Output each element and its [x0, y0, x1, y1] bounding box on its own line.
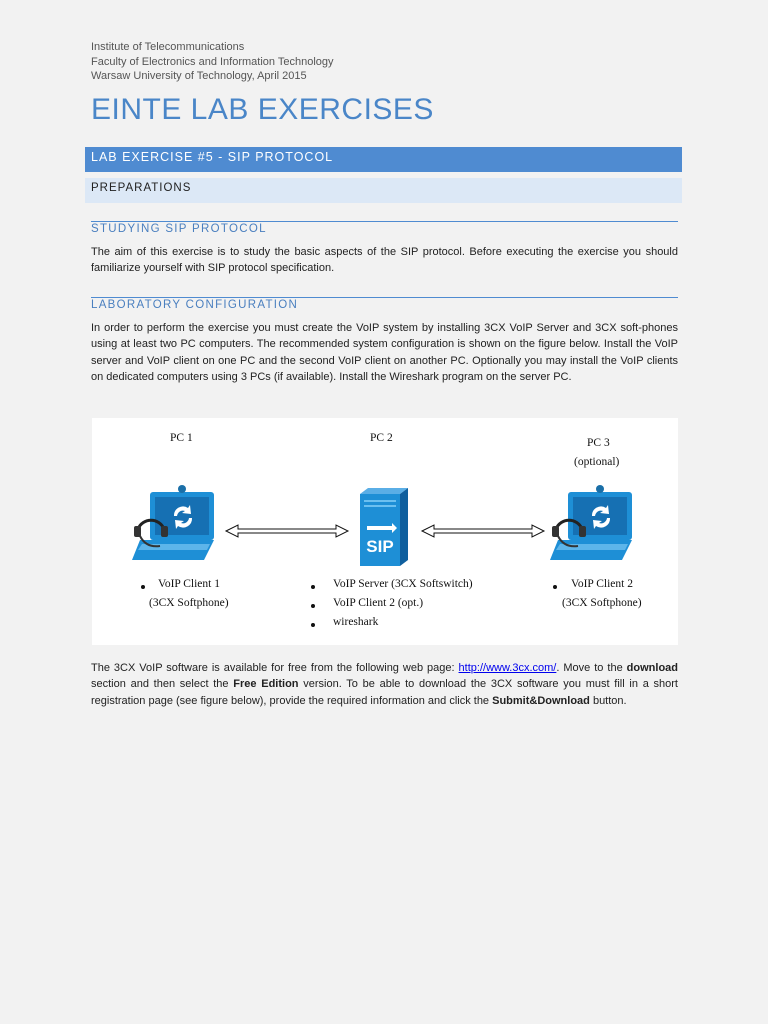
- bullet-icon: [141, 585, 145, 589]
- pc3-item-voip-client: VoIP Client 2: [571, 578, 633, 590]
- pc2-label: PC 2: [370, 432, 393, 444]
- pc3-label: PC 3: [587, 437, 610, 449]
- system-configuration-figure: [92, 418, 678, 645]
- pc1-label: PC 1: [170, 432, 193, 444]
- laptop-pc3-icon: [548, 484, 638, 564]
- section-heading-studying: STUDYING SIP PROTOCOL: [91, 221, 678, 235]
- studying-paragraph: The aim of this exercise is to study the basic aspects of the SIP protocol. Before executing the exercise you should familiarize yourself with SIP protocol specification.: [91, 246, 678, 275]
- 3cx-link[interactable]: http://www.3cx.com/: [458, 662, 557, 674]
- lab-config-paragraph: In order to perform the exercise you must create the VoIP system by installing 3CX VoIP Server and 3CX soft-phones using at least two PC computers. The recommended system configuration is shown on the figure below. Install the VoIP server and VoIP client on one PC and the second VoIP client on another PC. Optionally you may install the VoIP clients on dedicated computers using 3 PCs (if available). Install the Wireshark program on the server PC.: [91, 322, 678, 383]
- page-title: EINTE LAB EXERCISES: [91, 92, 434, 126]
- bullet-icon: [311, 604, 315, 608]
- bullet-icon: [311, 623, 315, 627]
- download-text: version. To be able to download the 3CX software you must fill in a short registration page (see figure below), provide the required information and click the: [91, 678, 678, 707]
- bullet-icon: [553, 585, 557, 589]
- free-edition-bold: Free Edition: [233, 678, 299, 691]
- pc3-item-softphone: (3CX Softphone): [562, 597, 642, 609]
- submit-download-bold: Submit&Download: [492, 694, 590, 707]
- pc2-item-wireshark: wireshark: [333, 616, 379, 628]
- download-bold: download: [626, 662, 678, 674]
- sip-server-icon: [356, 488, 412, 568]
- double-arrow-1-icon: [224, 524, 350, 538]
- pc2-item-voip-server: VoIP Server (3CX Softswitch): [333, 578, 473, 590]
- preparations-bar: PREPARATIONS: [85, 178, 682, 203]
- download-text: button.: [589, 694, 627, 707]
- download-text: The 3CX VoIP software is available for free from the following web page:: [91, 662, 459, 674]
- faculty-line: Faculty of Electronics and Information Technology: [91, 55, 334, 68]
- section-heading-lab-config: LABORATORY CONFIGURATION: [91, 297, 678, 311]
- download-text: . Move to the: [556, 662, 627, 674]
- download-text: section and then select the: [91, 678, 234, 691]
- pc1-item-voip-client: VoIP Client 1: [158, 578, 220, 590]
- double-arrow-2-icon: [420, 524, 546, 538]
- pc3-optional-label: (optional): [574, 456, 620, 468]
- laptop-pc1-icon: [130, 484, 220, 564]
- institute-line: Institute of Telecommunications: [91, 41, 245, 53]
- pc1-item-softphone: (3CX Softphone): [149, 597, 229, 609]
- download-paragraph: [91, 660, 678, 709]
- exercise-title-bar: LAB EXERCISE #5 - SIP PROTOCOL: [85, 147, 682, 172]
- pc2-item-voip-client: VoIP Client 2 (opt.): [333, 597, 424, 609]
- bullet-icon: [311, 585, 315, 589]
- server-sip-text: SIP: [366, 537, 394, 556]
- university-line: Warsaw University of Technology, April 2015: [91, 70, 307, 82]
- page-header: [91, 40, 678, 130]
